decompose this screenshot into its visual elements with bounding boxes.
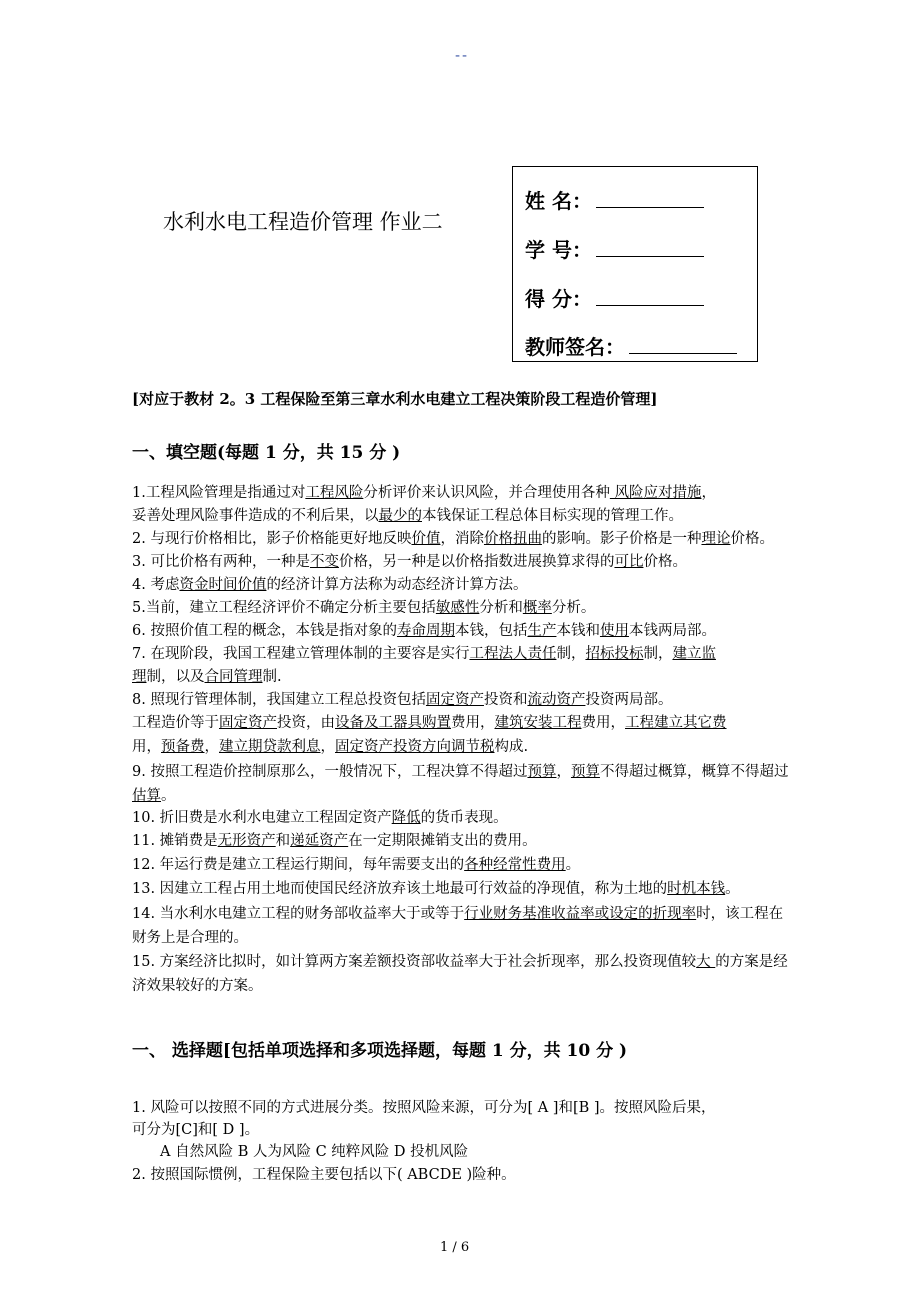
- q8-answer-7: 预备费: [161, 739, 205, 755]
- q6-text-a: 6. 按照价值工程的概念，本钱是指对象的: [132, 623, 397, 639]
- q8-answer-4: 设备及工器具购置: [335, 715, 451, 731]
- q13-answer-1: 时机本钱: [667, 881, 726, 897]
- q14-text-a: 14. 当水利水电建立工程的财务部收益率大于或等于: [132, 906, 465, 922]
- q12-answer-1: 各种经常性费用: [464, 857, 566, 873]
- q10-text-a: 10. 折旧费是水利水电建立工程固定资产: [132, 810, 392, 826]
- q9-text-a: 9. 按照工程造价控制原那么，一般情况下，工程决算不得超过: [132, 764, 528, 780]
- q3-text-c: 价格，另一种是以价格指数进展换算求得的: [338, 554, 615, 570]
- teacher-signature-row: [525, 331, 737, 360]
- name-row: [525, 185, 704, 214]
- q7-text-h: 制，以及: [146, 669, 205, 685]
- score-blank[interactable]: [596, 287, 704, 306]
- question-14-line-2: [132, 928, 248, 948]
- q15-text-a: 15. 方案经济比拟时，如计算两方案差额投资部收益率大于社会折现率，那么投资现值较: [132, 954, 697, 970]
- q5-answer-1: 敏感性: [435, 600, 480, 616]
- q8-text-o: ，: [146, 739, 161, 755]
- q8-text-j: 费用，: [451, 715, 495, 731]
- q5-text-c: 分析和: [479, 600, 523, 616]
- q11-text-c: 和: [275, 833, 291, 849]
- q8-answer-8: 建立期贷款利息: [219, 739, 321, 755]
- question-10: [132, 808, 508, 828]
- q8-text-u: 构成.: [494, 739, 529, 755]
- student-id-row: [525, 234, 704, 263]
- document-title: 水利水电工程造价管理 作业二: [163, 210, 443, 234]
- q2-answer-1: 价值: [411, 531, 441, 547]
- q1-answer-1: 工程风险: [305, 485, 364, 501]
- question-7-line-1: [132, 644, 716, 664]
- score-label: 得 分：: [525, 287, 592, 311]
- q8-text-c: 投资和: [483, 692, 528, 708]
- q9-text-g: 。: [161, 788, 176, 804]
- q1-answer-3: 最少的: [378, 508, 422, 524]
- student-info-box: [512, 166, 758, 362]
- q8-text-e: 投资两局部。: [585, 692, 673, 708]
- q6-answer-2: 生产: [527, 623, 557, 639]
- q10-text-c: 的货币表现。: [420, 810, 508, 826]
- q8-text-a: 8. 照现行管理体制，我国建立工程总投资包括: [132, 692, 426, 708]
- q1-text-c: 分析评价来认识风险，并合理使用各种: [363, 485, 610, 501]
- question-8-line-2: [132, 713, 727, 733]
- q2-text-c: ，消除: [440, 531, 484, 547]
- mc-question-1-options: A 自然风险 B 人为风险 C 纯粹风险 D 投机风险: [160, 1144, 469, 1160]
- q4-answer-1: 资金时间价值: [179, 577, 267, 593]
- question-15-line-2: [132, 976, 263, 996]
- q8-text-q: ，: [204, 739, 219, 755]
- q8-answer-5: 建筑安装工程: [494, 715, 582, 731]
- q9-answer-3: 估算: [132, 788, 161, 804]
- page-number: 1 / 6: [440, 1240, 470, 1255]
- teacher-signature-label: 教师签名：: [525, 335, 625, 359]
- q3-answer-2: 可比: [614, 554, 644, 570]
- q6-text-c: 本钱，包括: [454, 623, 528, 639]
- question-5: [132, 598, 595, 618]
- q2-text-a: 2. 与现行价格相比，影子价格能更好地反映: [132, 531, 412, 547]
- q8-text-f: 工程造价等于: [132, 715, 219, 731]
- q10-answer-1: 降低: [391, 810, 421, 826]
- question-8-line-1: [132, 690, 672, 710]
- question-11: [132, 831, 537, 851]
- q8-answer-3: 固定资产: [219, 715, 277, 731]
- question-3: [132, 552, 687, 572]
- q11-text-e: 在一定期限摊销支出的费用。: [348, 833, 537, 849]
- q9-text-c: ，: [556, 764, 571, 780]
- question-2: [132, 529, 774, 549]
- q11-answer-1: 无形资产: [217, 833, 276, 849]
- q4-text-c: 的经济计算方法称为动态经济计算方法。: [266, 577, 528, 593]
- section-multiple-choice-heading: 一、 选择题[包括单项选择和多项选择题，每题 1 分，共 10 分 ): [132, 1041, 628, 1061]
- q8-text-s: ，: [320, 739, 335, 755]
- q12-text-a: 12. 年运行费是建立工程运行期间，每年需要支出的: [132, 857, 465, 873]
- q15-text-c: 的方案是经: [715, 954, 788, 970]
- q7-answer-2: 招标投标: [585, 646, 644, 662]
- q2-text-g: 价格。: [730, 531, 774, 547]
- q7-text-e: 制，: [643, 646, 673, 662]
- student-id-label: 学 号：: [525, 238, 592, 262]
- q6-answer-3: 使用: [599, 623, 629, 639]
- question-13: [132, 879, 740, 899]
- q1-text-a: 1.工程风险管理是指通过对: [132, 485, 306, 501]
- q8-text-l: 费用，: [581, 715, 625, 731]
- q4-text-a: 4. 考虑: [132, 577, 180, 593]
- q8-text-h: 投资，由: [277, 715, 335, 731]
- q2-answer-2: 价格扭曲: [483, 531, 542, 547]
- q3-text-e: 价格。: [643, 554, 687, 570]
- q2-text-e: 的影响。影子价格是一种: [541, 531, 702, 547]
- name-label: 姓 名：: [525, 189, 592, 213]
- q14-answer-1: 行业财务基准收益率或设定的折现率: [464, 906, 697, 922]
- mc-question-1-line-2: 可分为[C]和[ D ]。: [132, 1122, 260, 1138]
- q3-text-a: 3. 可比价格有两种，一种是: [132, 554, 310, 570]
- q1-text-e: ，: [701, 485, 716, 501]
- student-id-blank[interactable]: [596, 238, 704, 257]
- q7-text-a: 7. 在现阶段，我国工程建立管理体制的主要容是实行: [132, 646, 470, 662]
- question-1-line-2: [132, 506, 683, 526]
- question-1-line-1: [132, 483, 716, 503]
- q2-answer-3: 理论: [701, 531, 731, 547]
- q13-text-c: 。: [725, 881, 740, 897]
- q8-answer-9: 固定资产投资方向调节税: [335, 739, 495, 755]
- scope-note: [对应于教材 2。3 工程保险至第三章水利水电建立工程决策阶段工程造价管理]: [132, 390, 658, 408]
- q6-text-g: 本钱两局部。: [628, 623, 716, 639]
- q1-answer-2: 风险应对措施: [609, 485, 702, 501]
- q7-answer-3b: 理: [132, 669, 147, 685]
- header-mark: --: [455, 48, 470, 64]
- q9-text-e: 不得超过概算，概算不得超过: [599, 764, 789, 780]
- q5-text-e: 分析。: [551, 600, 596, 616]
- q12-text-c: 。: [565, 857, 581, 873]
- q5-answer-2: 概率: [522, 600, 552, 616]
- question-6: [132, 621, 716, 641]
- teacher-signature-blank[interactable]: [629, 335, 737, 354]
- q7-text-c: 制，: [556, 646, 586, 662]
- question-9-line-2: [132, 786, 176, 806]
- q8-answer-2: 流动资产: [527, 692, 586, 708]
- mc-question-2: 2. 按照国际惯例，工程保险主要包括以下( ABCDE )险种。: [132, 1167, 516, 1183]
- q1-text-h: 本钱保证工程总体目标实现的管理工作。: [422, 508, 683, 524]
- section-fill-in-heading: 一、填空题(每题 1 分，共 15 分 ): [132, 443, 401, 463]
- q14-text-d: 财务上是合理的。: [132, 930, 248, 946]
- question-9-line-1: [132, 762, 788, 782]
- q1-text-f: 妥善处理风险事件造成的不利后果，以: [132, 508, 379, 524]
- q14-text-c: 时，该工程在: [696, 906, 784, 922]
- question-7-line-2: [132, 667, 282, 687]
- q7-text-j: 制.: [262, 669, 282, 685]
- q11-answer-2: 递延资产: [290, 833, 349, 849]
- q8-answer-6a: 工程建立其它费: [625, 715, 727, 731]
- q7-answer-4: 合同管理: [204, 669, 263, 685]
- q13-text-a: 13. 因建立工程占用土地而使国民经济放弃该土地最可行效益的净现值，称为土地的: [132, 881, 668, 897]
- question-14-line-1: [132, 904, 783, 924]
- q5-text-a: 5.当前，建立工程经济评价不确定分析主要包括: [132, 600, 436, 616]
- name-blank[interactable]: [596, 189, 704, 208]
- question-12: [132, 855, 580, 875]
- q6-answer-1: 寿命周期: [396, 623, 455, 639]
- question-4: [132, 575, 527, 595]
- question-15-line-1: [132, 952, 788, 972]
- q6-text-e: 本钱和: [556, 623, 600, 639]
- q3-answer-1: 不变: [309, 554, 339, 570]
- q7-answer-3a: 建立监: [672, 646, 716, 662]
- q8-answer-6b: 用: [132, 739, 147, 755]
- q7-answer-1: 工程法人责任: [469, 646, 557, 662]
- q9-answer-1: 预算: [527, 764, 557, 780]
- q8-answer-1: 固定资产: [425, 692, 484, 708]
- mc-question-1-line-1: 1. 风险可以按照不同的方式进展分类。按照风险来源，可分为[ A ]和[B ]。按照风险后果，: [132, 1100, 716, 1116]
- q15-answer-1: 大: [696, 954, 716, 970]
- q15-text-d: 济效果较好的方案。: [132, 978, 263, 994]
- q9-answer-2: 预算: [570, 764, 600, 780]
- question-8-line-3: [132, 737, 528, 757]
- q11-text-a: 11. 摊销费是: [132, 833, 218, 849]
- score-row: [525, 283, 704, 312]
